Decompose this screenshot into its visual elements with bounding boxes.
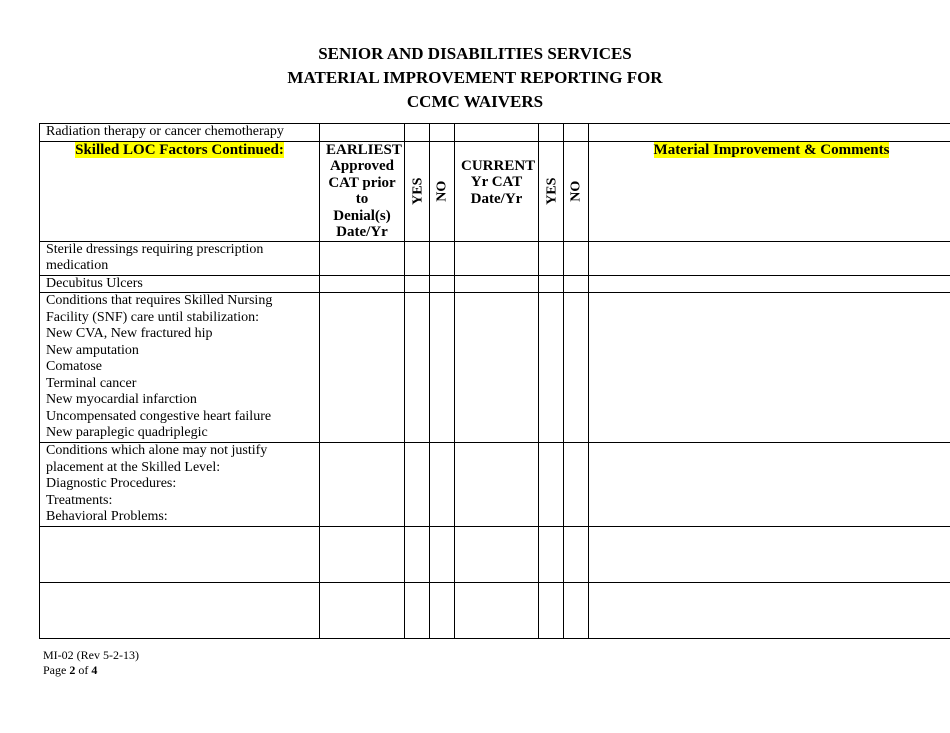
- earliest-cat-cell[interactable]: [320, 582, 405, 638]
- comments-cell[interactable]: [589, 526, 950, 582]
- current-yes-cell[interactable]: [539, 275, 564, 293]
- comments-cell[interactable]: [589, 124, 950, 142]
- row-line: Diagnostic Procedures:: [46, 476, 177, 491]
- table-row-sterile-dressings: [40, 241, 950, 275]
- document-title: [0, 42, 950, 114]
- earliest-yes-cell[interactable]: [405, 582, 430, 638]
- earliest-header-line-5: Date/Yr: [336, 224, 388, 240]
- comments-header-label: Material Improvement & Comments: [653, 141, 890, 158]
- page-total: 4: [91, 663, 98, 677]
- comments-cell[interactable]: [589, 275, 950, 293]
- table-header-row: [40, 141, 950, 241]
- earliest-header-line-2: Approved: [330, 158, 394, 174]
- earliest-no-cell[interactable]: [430, 526, 455, 582]
- earliest-cat-cell[interactable]: [320, 275, 405, 293]
- earliest-no-cell[interactable]: [430, 293, 455, 443]
- current-cat-cell[interactable]: [455, 275, 539, 293]
- earliest-no-cell[interactable]: [430, 443, 455, 527]
- earliest-no-cell[interactable]: [430, 275, 455, 293]
- row-label: [40, 241, 320, 275]
- current-header-line-2: Yr CAT: [470, 174, 523, 190]
- current-cat-cell[interactable]: [455, 124, 539, 142]
- current-yes-cell[interactable]: [539, 293, 564, 443]
- current-cat-cell[interactable]: [455, 241, 539, 275]
- earliest-yes-cell[interactable]: [405, 443, 430, 527]
- earliest-no-cell[interactable]: [430, 241, 455, 275]
- earliest-header-line-1: EARLIEST: [326, 141, 402, 158]
- table-row-conditions-alone: [40, 443, 950, 527]
- current-yes-cell[interactable]: [539, 124, 564, 142]
- no-label: NO: [567, 180, 583, 202]
- row-line: Terminal cancer: [46, 375, 137, 391]
- earliest-no-cell[interactable]: [430, 124, 455, 142]
- table-row-blank: [40, 582, 950, 638]
- earliest-no-header: [430, 141, 455, 241]
- row-line: Comatose: [46, 359, 102, 374]
- row-line: Conditions which alone may not justify: [46, 443, 268, 458]
- earliest-yes-cell[interactable]: [405, 526, 430, 582]
- earliest-no-cell[interactable]: [430, 582, 455, 638]
- row-line: medication: [46, 258, 109, 273]
- row-line: New amputation: [46, 342, 139, 358]
- page-prefix: Page: [43, 663, 67, 677]
- title-line-1: SENIOR AND DISABILITIES SERVICES: [318, 44, 632, 63]
- form-id: MI-02 (Rev 5-2-13): [43, 648, 139, 662]
- page-footer: [43, 648, 139, 678]
- current-no-cell[interactable]: [564, 526, 589, 582]
- comments-cell[interactable]: [589, 293, 950, 443]
- row-line: Behavioral Problems:: [46, 509, 168, 524]
- current-header-line-1: CURRENT: [461, 157, 536, 174]
- comments-cell[interactable]: [589, 582, 950, 638]
- factors-header: [40, 141, 320, 241]
- earliest-cat-cell[interactable]: [320, 124, 405, 142]
- current-no-cell[interactable]: [564, 241, 589, 275]
- earliest-yes-cell[interactable]: [405, 241, 430, 275]
- page-of: of: [78, 663, 89, 677]
- comments-cell[interactable]: [589, 443, 950, 527]
- row-label-blank[interactable]: [40, 526, 320, 582]
- earliest-cat-cell[interactable]: [320, 443, 405, 527]
- yes-label: YES: [410, 177, 426, 205]
- current-cat-cell[interactable]: [455, 582, 539, 638]
- row-line: New myocardial infarction: [46, 392, 197, 407]
- row-line: Sterile dressings requiring prescription: [46, 241, 264, 257]
- current-no-cell[interactable]: [564, 293, 589, 443]
- current-yes-cell[interactable]: [539, 582, 564, 638]
- row-line: Facility (SNF) care until stabilization:: [46, 309, 260, 325]
- page-number: 2: [69, 663, 76, 677]
- row-line: placement at the Skilled Level:: [46, 459, 221, 475]
- row-label: [40, 293, 320, 443]
- current-cat-cell[interactable]: [455, 293, 539, 443]
- row-line: Uncompensated congestive heart failure: [46, 408, 272, 424]
- row-line: New CVA, New fractured hip: [46, 326, 213, 341]
- earliest-cat-cell[interactable]: [320, 526, 405, 582]
- table-row-blank: [40, 526, 950, 582]
- table-row-snf-conditions: [40, 293, 950, 443]
- current-yes-cell[interactable]: [539, 526, 564, 582]
- current-no-cell[interactable]: [564, 275, 589, 293]
- current-yes-cell[interactable]: [539, 443, 564, 527]
- row-label: Radiation therapy or cancer chemotherapy: [40, 124, 320, 142]
- current-no-header: [564, 141, 589, 241]
- page-indicator: [43, 663, 139, 678]
- table-row-decubitus-ulcers: [40, 275, 950, 293]
- current-header-line-3: Date/Yr: [470, 190, 523, 207]
- row-line: Decubitus Ulcers: [46, 275, 143, 291]
- current-no-cell[interactable]: [564, 124, 589, 142]
- earliest-cat-cell[interactable]: [320, 241, 405, 275]
- row-label: [40, 275, 320, 293]
- earliest-header-line-4: to Denial(s): [333, 191, 391, 224]
- no-label: NO: [433, 180, 449, 202]
- earliest-header-line-3: CAT prior: [328, 174, 396, 191]
- table-row-radiation: [40, 124, 950, 142]
- earliest-yes-header: [405, 141, 430, 241]
- row-line: New paraplegic quadriplegic: [46, 425, 208, 440]
- title-line-3: CCMC WAIVERS: [406, 92, 544, 111]
- current-yes-header: [539, 141, 564, 241]
- current-cat-cell[interactable]: [455, 526, 539, 582]
- row-label: [40, 443, 320, 527]
- earliest-yes-cell[interactable]: [405, 124, 430, 142]
- loc-factors-table: [39, 123, 950, 639]
- current-cat-header: [455, 141, 539, 241]
- current-cat-cell[interactable]: [455, 443, 539, 527]
- earliest-cat-header: [320, 141, 405, 241]
- current-no-cell[interactable]: [564, 443, 589, 527]
- factors-header-label: Skilled LOC Factors Continued:: [75, 141, 284, 158]
- earliest-yes-cell[interactable]: [405, 293, 430, 443]
- title-line-2: MATERIAL IMPROVEMENT REPORTING FOR: [287, 68, 663, 87]
- comments-cell[interactable]: [589, 241, 950, 275]
- earliest-cat-cell[interactable]: [320, 293, 405, 443]
- earliest-yes-cell[interactable]: [405, 275, 430, 293]
- row-line: Treatments:: [46, 492, 113, 508]
- current-no-cell[interactable]: [564, 582, 589, 638]
- current-yes-cell[interactable]: [539, 241, 564, 275]
- row-label-blank[interactable]: [40, 582, 320, 638]
- row-line: Conditions that requires Skilled Nursing: [46, 293, 273, 308]
- yes-label: YES: [544, 177, 560, 205]
- comments-header: [589, 141, 950, 241]
